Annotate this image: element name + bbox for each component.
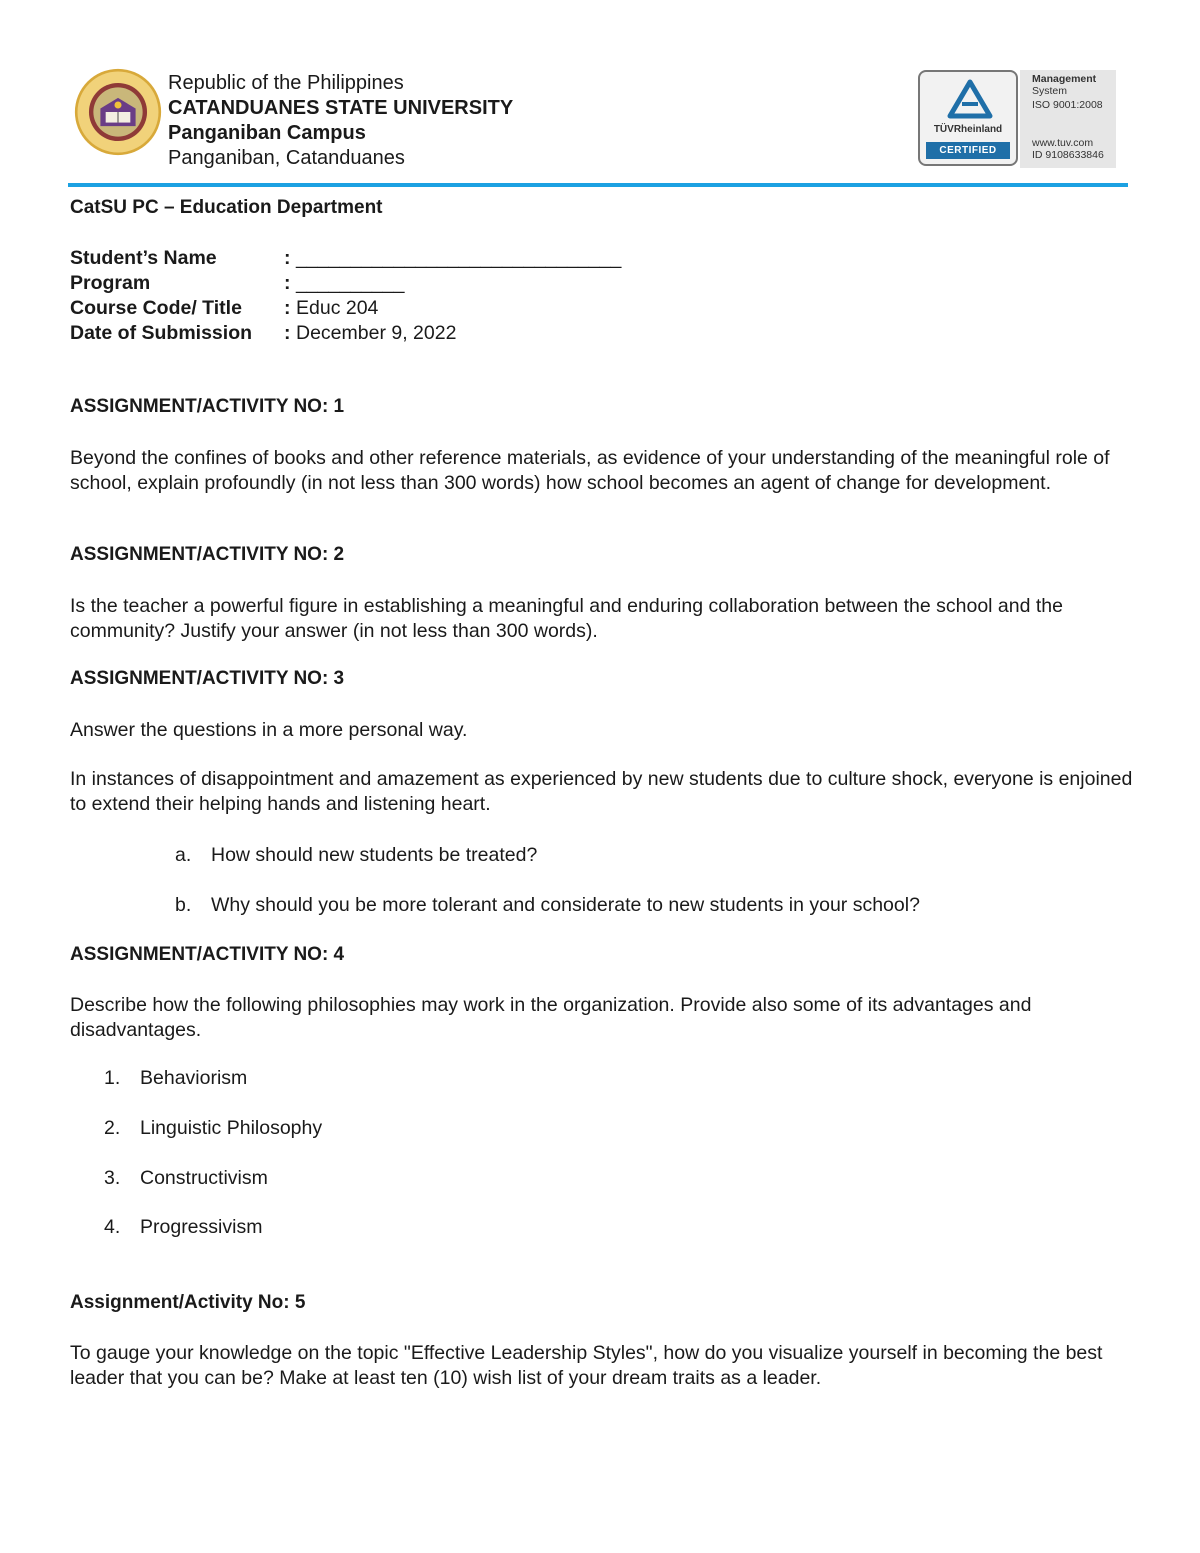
assignment-3-heading: ASSIGNMENT/ACTIVITY NO: 3 [70, 668, 345, 689]
assignment-3-intro: Answer the questions in a more personal way. [70, 719, 468, 741]
assignment-4-item [104, 1216, 262, 1239]
campus-name: Panganiban Campus [168, 122, 366, 144]
assignment-2-text: Is the teacher a powerful figure in establishing a meaningful and enduring collaboration between the school and the community? Justify your answer (in not less than 300 words). [70, 595, 1063, 642]
assignment-3-text: In instances of disappointment and amazement as experienced by new students due to culture shock, everyone is enjoined to extend their helping hands and listening heart. [70, 768, 1133, 815]
item-text: Progressivism [140, 1216, 263, 1238]
assignment-2-heading: ASSIGNMENT/ACTIVITY NO: 2 [70, 544, 345, 565]
header-divider [68, 183, 1128, 187]
item-text: Constructivism [140, 1167, 268, 1189]
item-text: Linguistic Philosophy [140, 1117, 323, 1139]
tuv-certified-label: CERTIFIED [926, 142, 1010, 159]
assignment-3-question [175, 844, 537, 867]
assignment-4-item [104, 1067, 247, 1090]
list-marker: 1. [104, 1067, 121, 1089]
info-value: ______________________________ [296, 247, 622, 269]
university-seal-logo [74, 68, 162, 156]
university-header [168, 71, 513, 171]
assignment-3-question [175, 894, 920, 917]
info-value: __________ [296, 272, 405, 294]
info-colon: : [284, 247, 291, 269]
campus-location: Panganiban, Catanduanes [168, 147, 405, 169]
list-marker: 3. [104, 1167, 121, 1189]
assignment-1-text: Beyond the confines of books and other reference materials, as evidence of your understanding of the meaningful role of school, explain profoundly (in not less than 300 words) how school becomes an agent of change for development. [70, 447, 1110, 494]
list-marker: 4. [104, 1216, 121, 1238]
info-label: Student’s Name [70, 247, 217, 269]
assignment-5-text: To gauge your knowledge on the topic "Effective Leadership Styles", how do you visualize yourself in becoming the best leader that you can be? Make at least ten (10) wish list of your dream traits as a leader. [70, 1342, 1103, 1389]
info-label: Date of Submission [70, 322, 253, 344]
tuv-id: ID 9108633846 [1032, 149, 1104, 161]
tuv-logo [918, 70, 1018, 166]
list-marker: a. [175, 844, 192, 866]
assignment-4-heading: ASSIGNMENT/ACTIVITY NO: 4 [70, 944, 345, 965]
question-text: Why should you be more tolerant and considerate to new students in your school? [211, 894, 920, 916]
tuv-iso: ISO 9001:2008 [1032, 99, 1103, 111]
tuv-certification-badge [918, 70, 1116, 168]
assignment-5-heading: Assignment/Activity No: 5 [70, 1292, 306, 1313]
assignment-4-text: Describe how the following philosophies may work in the organization. Provide also some of its advantages and disadvantages. [70, 994, 1032, 1041]
list-marker: b. [175, 894, 192, 916]
republic-line: Republic of the Philippines [168, 72, 404, 94]
tuv-system-line2: System [1032, 85, 1068, 97]
department-title: CatSU PC – Education Department [70, 197, 383, 218]
tuv-brand: TÜVRheinland [933, 124, 1003, 135]
list-marker: 2. [104, 1117, 121, 1139]
assignment-1-heading: ASSIGNMENT/ACTIVITY NO: 1 [70, 396, 345, 417]
item-text: Behaviorism [140, 1067, 248, 1089]
tuv-info [1020, 70, 1116, 168]
question-text: How should new students be treated? [211, 844, 538, 866]
info-value: Educ 204 [296, 297, 379, 319]
tuv-system-line1: Management [1032, 73, 1097, 85]
info-label: Course Code/ Title [70, 297, 242, 319]
info-colon: : [284, 272, 291, 294]
info-colon: : [284, 322, 291, 344]
tuv-website: www.tuv.com [1032, 137, 1094, 149]
info-label: Program [70, 272, 151, 294]
info-value: December 9, 2022 [296, 322, 457, 344]
assignment-4-item [104, 1167, 268, 1190]
info-colon: : [284, 297, 291, 319]
assignment-4-item [104, 1117, 322, 1140]
tuv-triangle-icon [920, 72, 1018, 124]
university-name: CATANDUANES STATE UNIVERSITY [168, 97, 514, 119]
